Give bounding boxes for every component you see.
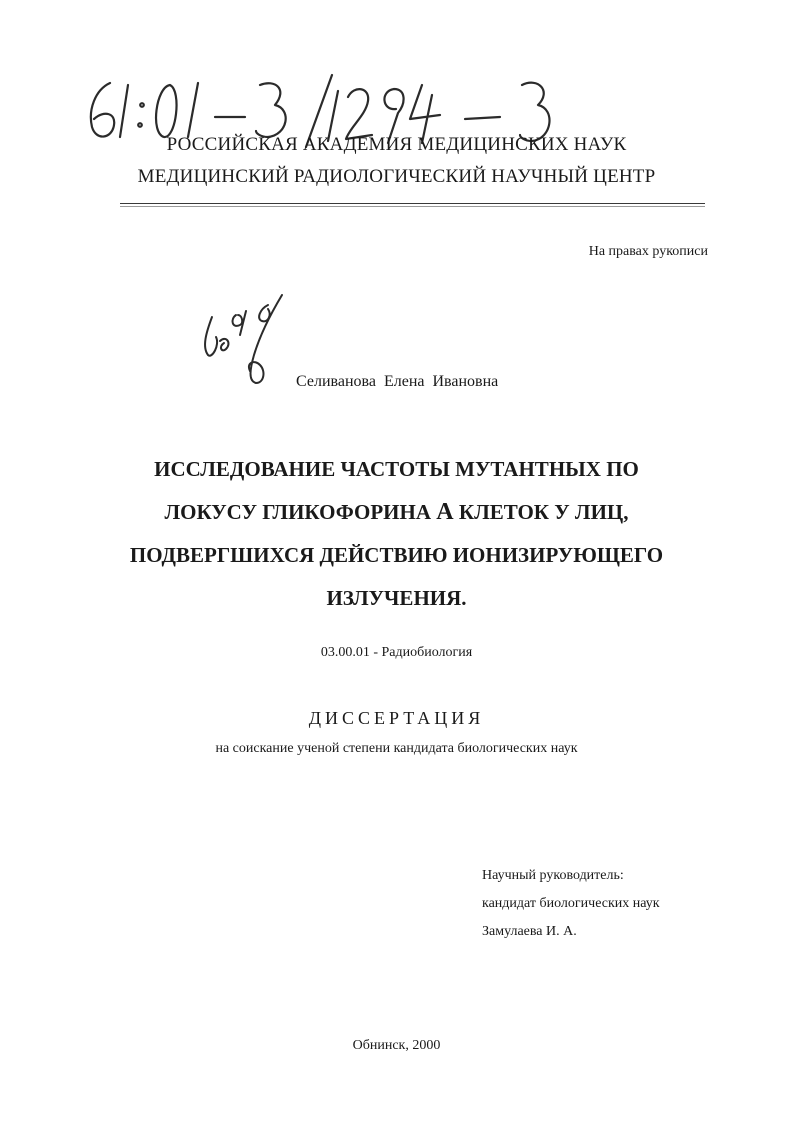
document-type: ДИССЕРТАЦИЯ (308, 708, 485, 728)
header-divider-thin (120, 206, 705, 207)
title-line-2 (0, 491, 793, 534)
degree-purpose: на соискание ученой степени кандидата биологических наук (215, 741, 578, 756)
city-year: Обнинск, 2000 (352, 1038, 441, 1053)
title-line-2-letter: А (436, 499, 454, 525)
manuscript-rights-note: На правах рукописи (588, 244, 708, 259)
title-line-3: ПОДВЕРГШИХСЯ ДЕЙСТВИЮ ИОНИЗИРУЮЩЕГО (129, 543, 664, 567)
specialty-code: 03.00.01 - Радиобиология (320, 645, 473, 660)
title-line-4: ИЗЛУЧЕНИЯ. (326, 586, 467, 610)
header-divider (120, 203, 705, 204)
dissertation-title (0, 448, 793, 620)
supervisor-degree: кандидат биологических наук (482, 896, 660, 911)
title-line-2-end: КЛЕТОК У ЛИЦ, (453, 500, 629, 524)
organization-line-2: МЕДИЦИНСКИЙ РАДИОЛОГИЧЕСКИЙ НАУЧНЫЙ ЦЕНТР (137, 166, 656, 187)
supervisor-block (482, 862, 660, 946)
organization-line-1: РОССИЙСКАЯ АКАДЕМИЯ МЕДИЦИНСКИХ НАУК (166, 134, 627, 155)
supervisor-name: Замулаева И. А. (482, 924, 577, 939)
title-line-1: ИССЛЕДОВАНИЕ ЧАСТОТЫ МУТАНТНЫХ ПО (154, 457, 639, 481)
title-line-2-start: ЛОКУСУ ГЛИКОФОРИНА (164, 500, 437, 524)
handwritten-signature (190, 285, 300, 395)
author-name: Селиванова Елена Ивановна (296, 373, 499, 390)
supervisor-label: Научный руководитель: (482, 868, 624, 883)
